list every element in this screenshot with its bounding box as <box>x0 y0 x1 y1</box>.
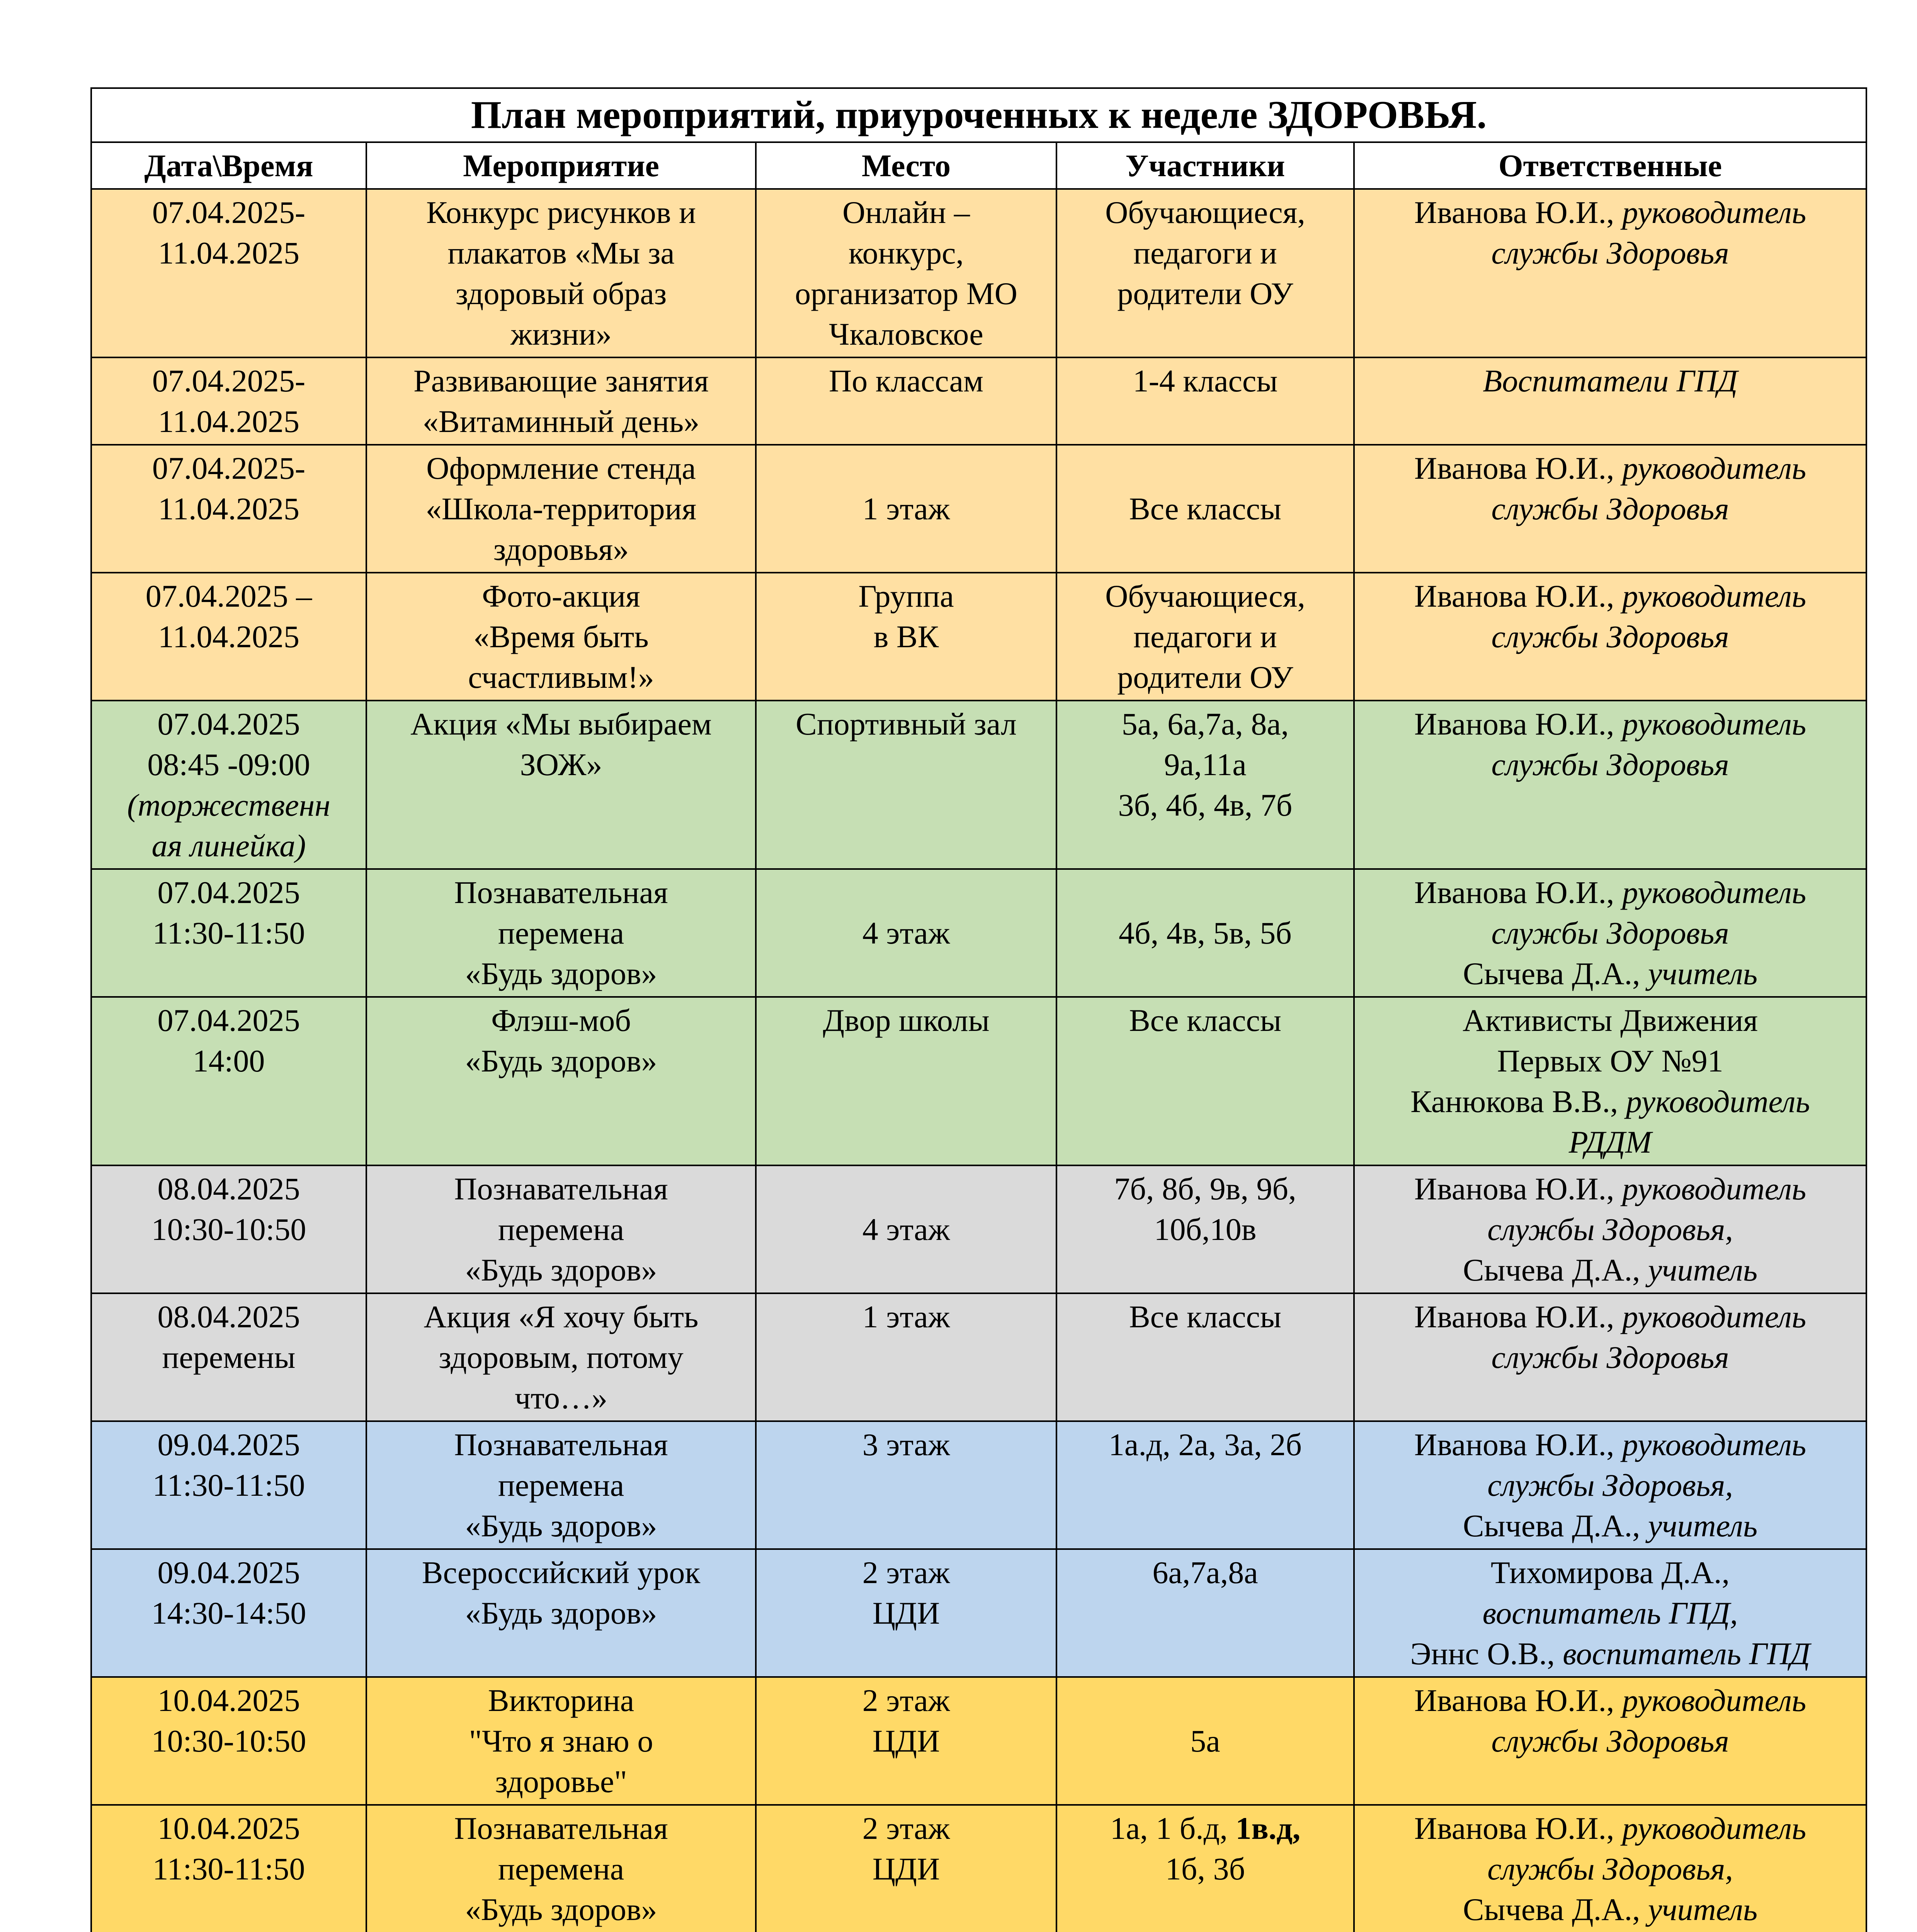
cell-participants <box>1056 445 1354 573</box>
cell-responsible <box>1354 357 1866 445</box>
text-line: Флэш-моб <box>491 1003 631 1038</box>
text-line <box>1360 913 1860 953</box>
text-line: Конкурс рисунков и <box>426 195 696 230</box>
person-role: службы Здоровья, <box>1487 1212 1733 1247</box>
text-line: ЗОЖ» <box>520 747 602 782</box>
text-line: Оформление стенда <box>426 451 696 486</box>
cell-place <box>756 189 1056 357</box>
text-line <box>1360 1424 1860 1465</box>
text-line: 07.04.2025- <box>152 451 306 486</box>
person-name: Иванова Ю.И., <box>1414 1811 1623 1846</box>
text-line: Познавательная <box>454 1811 668 1846</box>
cell-event <box>366 1421 756 1549</box>
text-line: 9а,11а <box>1164 747 1247 782</box>
text-line: Всероссийский урок <box>422 1555 701 1590</box>
text-line: Акция «Мы выбираем <box>410 706 712 742</box>
text-line: перемена <box>498 1851 624 1886</box>
text-line <box>1360 1296 1860 1337</box>
person-role: службы Здоровья <box>1491 1340 1729 1375</box>
cell-event <box>366 1805 756 1932</box>
text-line: «Будь здоров» <box>465 1252 657 1287</box>
text-line: «Будь здоров» <box>465 1043 657 1078</box>
person-role: руководитель <box>1622 1427 1806 1462</box>
text-line: 2 этаж <box>862 1555 950 1590</box>
cell-participants <box>1056 997 1354 1165</box>
text-line: 2 этаж <box>862 1683 950 1718</box>
table-row <box>91 701 1866 869</box>
text-line: 11.04.2025 <box>158 235 299 270</box>
text-line: 14:00 <box>192 1043 265 1078</box>
table-row <box>91 1293 1866 1421</box>
text-line: 08:45 -09:00 <box>147 747 310 782</box>
text-line: Обучающиеся, <box>1105 578 1305 614</box>
person-name: Сычева Д.А., <box>1463 956 1648 991</box>
text-line <box>1360 1889 1860 1930</box>
table-row <box>91 445 1866 573</box>
cell-event <box>366 1677 756 1805</box>
text-line: педагоги и <box>1133 619 1277 654</box>
text-line <box>1360 448 1860 488</box>
table-row <box>91 1165 1866 1293</box>
cell-place <box>756 701 1056 869</box>
text-line: «Будь здоров» <box>465 1595 657 1631</box>
cell-place <box>756 445 1056 573</box>
text-line: 07.04.2025- <box>152 195 306 230</box>
person-name: Иванова Ю.И., <box>1414 451 1623 486</box>
text-line: родители ОУ <box>1117 276 1293 311</box>
text-line: конкурс, <box>848 235 964 270</box>
cell-event <box>366 869 756 997</box>
text-line: 08.04.2025 <box>157 1171 300 1206</box>
table-row <box>91 1677 1866 1805</box>
table-row <box>91 1805 1866 1932</box>
text-line: 6а,7а,8а <box>1152 1555 1258 1590</box>
text-line: 11.04.2025 <box>158 404 299 439</box>
text-line: 11.04.2025 <box>158 491 299 526</box>
header-row <box>91 142 1866 189</box>
text-line <box>1360 744 1860 785</box>
table-row <box>91 1421 1866 1549</box>
text-line <box>1360 704 1860 744</box>
person-role: руководитель <box>1622 875 1806 910</box>
text-line: перемена <box>498 1212 624 1247</box>
text-line: "Что я знаю о <box>469 1723 653 1759</box>
cell-responsible <box>1354 445 1866 573</box>
text-line <box>1360 1633 1860 1674</box>
header-responsible: Ответственные <box>1354 142 1866 189</box>
person-role: руководитель <box>1622 578 1806 614</box>
text-line: «Будь здоров» <box>465 1508 657 1543</box>
text-line <box>1360 1680 1860 1721</box>
cell-date <box>91 1421 366 1549</box>
header-participants: Участники <box>1056 142 1354 189</box>
cell-place <box>756 1293 1056 1421</box>
text-line: 09.04.2025 <box>157 1555 300 1590</box>
text-line: здоровым, потому <box>439 1340 684 1375</box>
title-row <box>91 88 1866 142</box>
cell-date <box>91 1165 366 1293</box>
text-line: Онлайн – <box>842 195 970 230</box>
person-name: Иванова Ю.И., <box>1414 578 1623 614</box>
text-line: ЦДИ <box>872 1595 940 1631</box>
cell-event <box>366 445 756 573</box>
text-line: «Будь здоров» <box>465 956 657 991</box>
text-line: (торжественн <box>127 787 330 823</box>
text-line: 1а.д, 2а, 3а, 2б <box>1108 1427 1302 1462</box>
table-row <box>91 189 1866 357</box>
cell-responsible <box>1354 1805 1866 1932</box>
text-line <box>1360 1081 1860 1122</box>
person-role: учитель <box>1648 956 1758 991</box>
text-line: 5а <box>1190 1723 1220 1759</box>
person-role: руководитель <box>1622 1299 1806 1334</box>
document-title: План мероприятий, приуроченных к неделе ЗДОРОВЬЯ. <box>91 88 1866 142</box>
text-line: жизни» <box>510 316 612 352</box>
person-role: руководитель <box>1622 1683 1806 1718</box>
cell-participants <box>1056 1677 1354 1805</box>
cell-responsible <box>1354 701 1866 869</box>
text-line <box>1360 1250 1860 1290</box>
cell-place <box>756 1165 1056 1293</box>
text-line: 2 этаж <box>862 1811 950 1846</box>
text-line: 07.04.2025 <box>157 875 300 910</box>
text-line <box>1360 233 1860 273</box>
cell-participants <box>1056 573 1354 701</box>
text-line <box>1360 1465 1860 1505</box>
text-line: родители ОУ <box>1117 660 1293 695</box>
text-line: 3б, 4б, 4в, 7б <box>1118 787 1293 823</box>
text-line: 10.04.2025 <box>157 1683 300 1718</box>
text-line: Все классы <box>1129 1003 1282 1038</box>
text-line: Викторина <box>488 1683 634 1718</box>
text-line: «Время быть <box>473 619 649 654</box>
cell-event <box>366 573 756 701</box>
person-role: руководитель <box>1622 1171 1806 1206</box>
text-line: педагоги и <box>1133 235 1277 270</box>
person-role: учитель <box>1648 1508 1758 1543</box>
cell-responsible <box>1354 997 1866 1165</box>
person-name: Активисты Движения <box>1462 1003 1758 1038</box>
text-line <box>1360 576 1860 616</box>
text-line <box>1360 1721 1860 1761</box>
text-line: Двор школы <box>823 1003 990 1038</box>
participants-text: 1а, 1 б.д, <box>1110 1811 1236 1846</box>
text-line: здоровье" <box>495 1764 627 1799</box>
table-row <box>91 573 1866 701</box>
text-line <box>1360 1849 1860 1889</box>
text-line: 11.04.2025 <box>158 619 299 654</box>
cell-place <box>756 573 1056 701</box>
person-role: службы Здоровья <box>1491 915 1729 951</box>
text-line: 3 этаж <box>862 1427 950 1462</box>
text-line: Познавательная <box>454 1427 668 1462</box>
text-line: Познавательная <box>454 875 668 910</box>
person-role: воспитатель ГПД, <box>1482 1595 1738 1631</box>
cell-place <box>756 1805 1056 1932</box>
person-role: учитель <box>1648 1252 1758 1287</box>
text-line: 11:30-11:50 <box>152 1468 305 1503</box>
table-row <box>91 357 1866 445</box>
cell-responsible <box>1354 1165 1866 1293</box>
text-line: 07.04.2025 <box>157 1003 300 1038</box>
text-line <box>1360 1209 1860 1250</box>
text-line: 4 этаж <box>862 1212 950 1247</box>
person-role: учитель <box>1648 1892 1758 1927</box>
text-line: ЦДИ <box>872 1723 940 1759</box>
text-line: 10:30-10:50 <box>151 1212 306 1247</box>
header-event: Мероприятие <box>366 142 756 189</box>
cell-date <box>91 357 366 445</box>
person-role: руководитель <box>1622 706 1806 742</box>
text-line <box>1360 1808 1860 1849</box>
cell-responsible <box>1354 869 1866 997</box>
text-line: Группа <box>858 578 954 614</box>
text-line: Обучающиеся, <box>1105 195 1305 230</box>
person-role: службы Здоровья <box>1491 1723 1729 1759</box>
text-line: 10.04.2025 <box>157 1811 300 1846</box>
table-row <box>91 869 1866 997</box>
text-line <box>1360 616 1860 657</box>
cell-event <box>366 189 756 357</box>
cell-responsible <box>1354 1421 1866 1549</box>
cell-event <box>366 357 756 445</box>
text-line: 4б, 4в, 5в, 5б <box>1119 915 1292 951</box>
text-line: перемены <box>162 1340 296 1375</box>
text-line <box>1360 872 1860 913</box>
person-role: руководитель <box>1622 451 1806 486</box>
text-line: 1-4 классы <box>1133 363 1278 398</box>
person-role: службы Здоровья <box>1491 747 1729 782</box>
text-line: Чкаловское <box>829 316 983 352</box>
text-line <box>1360 192 1860 233</box>
text-line <box>1360 1122 1860 1162</box>
text-line: 09.04.2025 <box>157 1427 300 1462</box>
header-place: Место <box>756 142 1056 189</box>
cell-event <box>366 997 756 1165</box>
text-line: Развивающие занятия <box>413 363 709 398</box>
cell-date <box>91 869 366 997</box>
cell-date <box>91 189 366 357</box>
cell-date <box>91 1805 366 1932</box>
text-line: 5а, 6а,7а, 8а, <box>1121 706 1289 742</box>
text-line: Спортивный зал <box>796 706 1017 742</box>
person-name: Иванова Ю.И., <box>1414 1683 1623 1718</box>
text-line: ЦДИ <box>872 1851 940 1886</box>
cell-participants <box>1056 1293 1354 1421</box>
text-line: 4 этаж <box>862 915 950 951</box>
text-line: Акция «Я хочу быть <box>424 1299 699 1334</box>
person-name: Первых ОУ №91 <box>1497 1043 1723 1078</box>
person-name: Тихомирова Д.А., <box>1490 1555 1730 1590</box>
table-row <box>91 1549 1866 1677</box>
text-line: Все классы <box>1129 491 1282 526</box>
cell-date <box>91 1549 366 1677</box>
text-line: 08.04.2025 <box>157 1299 300 1334</box>
text-line: 10:30-10:50 <box>151 1723 306 1759</box>
events-plan-table <box>90 87 1867 1932</box>
person-role: службы Здоровья <box>1491 619 1729 654</box>
person-role: воспитатель ГПД <box>1563 1636 1810 1671</box>
text-line: 1 этаж <box>862 1299 950 1334</box>
text-line: Все классы <box>1129 1299 1282 1334</box>
person-name: Канюкова В.В., <box>1410 1084 1626 1119</box>
cell-responsible <box>1354 189 1866 357</box>
text-line: что…» <box>515 1380 607 1415</box>
text-line: Фото-акция <box>482 578 640 614</box>
person-role: руководитель <box>1626 1084 1810 1119</box>
text-line: перемена <box>498 1468 624 1503</box>
person-name: Сычева Д.А., <box>1463 1892 1648 1927</box>
text-line: 1 этаж <box>862 491 950 526</box>
cell-date <box>91 997 366 1165</box>
person-name: Сычева Д.А., <box>1463 1508 1648 1543</box>
person-role: службы Здоровья, <box>1487 1851 1733 1886</box>
text-line: перемена <box>498 915 624 951</box>
text-line <box>1360 953 1860 994</box>
cell-participants <box>1056 869 1354 997</box>
text-line <box>1360 1337 1860 1378</box>
text-line: ая линейка) <box>151 828 306 863</box>
text-line <box>1360 1505 1860 1546</box>
person-name: Иванова Ю.И., <box>1414 1171 1623 1206</box>
person-role: РДДМ <box>1568 1124 1652 1160</box>
text-line: «Витаминный день» <box>422 404 700 439</box>
cell-event <box>366 701 756 869</box>
person-name: Сычева Д.А., <box>1463 1252 1648 1287</box>
cell-place <box>756 1421 1056 1549</box>
person-role: Воспитатели ГПД <box>1483 363 1738 398</box>
cell-date <box>91 1293 366 1421</box>
text-line: По классам <box>829 363 983 398</box>
header-date: Дата\Время <box>91 142 366 189</box>
person-name: Иванова Ю.И., <box>1414 875 1623 910</box>
cell-date <box>91 1677 366 1805</box>
cell-event <box>366 1549 756 1677</box>
text-line: 7б, 8б, 9в, 9б, <box>1114 1171 1296 1206</box>
cell-participants <box>1056 1549 1354 1677</box>
text-line: 11:30-11:50 <box>152 1851 305 1886</box>
text-line: 07.04.2025 – <box>145 578 312 614</box>
cell-participants <box>1056 357 1354 445</box>
cell-participants <box>1056 1165 1354 1293</box>
text-line: здоровый образ <box>455 276 667 311</box>
cell-event <box>366 1165 756 1293</box>
text-line <box>1360 361 1860 401</box>
text-line: 1б, 3б <box>1165 1851 1245 1886</box>
text-line: 10б,10в <box>1154 1212 1257 1247</box>
cell-event <box>366 1293 756 1421</box>
cell-responsible <box>1354 573 1866 701</box>
cell-participants <box>1056 1421 1354 1549</box>
cell-participants <box>1056 189 1354 357</box>
table-row <box>91 997 1866 1165</box>
text-line <box>1360 1168 1860 1209</box>
text-line: в ВК <box>873 619 939 654</box>
person-role: руководитель <box>1622 195 1806 230</box>
text-line: Познавательная <box>454 1171 668 1206</box>
person-name: Иванова Ю.И., <box>1414 706 1623 742</box>
cell-participants <box>1056 701 1354 869</box>
cell-place <box>756 1549 1056 1677</box>
text-line: 07.04.2025- <box>152 363 306 398</box>
text-line <box>1360 488 1860 529</box>
person-name: Иванова Ю.И., <box>1414 1427 1623 1462</box>
cell-responsible <box>1354 1677 1866 1805</box>
text-line: 07.04.2025 <box>157 706 300 742</box>
cell-participants <box>1056 1805 1354 1932</box>
person-role: службы Здоровья <box>1491 491 1729 526</box>
cell-date <box>91 573 366 701</box>
text-line: плакатов «Мы за <box>447 235 675 270</box>
text-line: «Школа-территория <box>425 491 697 526</box>
cell-place <box>756 869 1056 997</box>
cell-place <box>756 1677 1056 1805</box>
cell-place <box>756 997 1056 1165</box>
person-role: службы Здоровья <box>1491 235 1729 270</box>
person-name: Иванова Ю.И., <box>1414 195 1623 230</box>
cell-date <box>91 701 366 869</box>
cell-date <box>91 445 366 573</box>
participants-highlight: 1в.д, <box>1235 1811 1301 1846</box>
text-line: 14:30-14:50 <box>151 1595 306 1631</box>
text-line <box>1360 1000 1860 1041</box>
cell-responsible <box>1354 1293 1866 1421</box>
text-line: «Будь здоров» <box>465 1892 657 1927</box>
text-line <box>1360 1552 1860 1593</box>
text-line: счастливым!» <box>468 660 654 695</box>
text-line: организатор МО <box>795 276 1017 311</box>
person-name: Иванова Ю.И., <box>1414 1299 1623 1334</box>
person-role: службы Здоровья, <box>1487 1468 1733 1503</box>
text-line <box>1063 1808 1348 1849</box>
person-role: руководитель <box>1622 1811 1806 1846</box>
text-line <box>1360 1041 1860 1081</box>
person-name: Эннс О.В., <box>1410 1636 1563 1671</box>
text-line: 11:30-11:50 <box>152 915 305 951</box>
text-line: здоровья» <box>493 532 629 567</box>
cell-responsible <box>1354 1549 1866 1677</box>
text-line <box>1360 1593 1860 1633</box>
cell-place <box>756 357 1056 445</box>
